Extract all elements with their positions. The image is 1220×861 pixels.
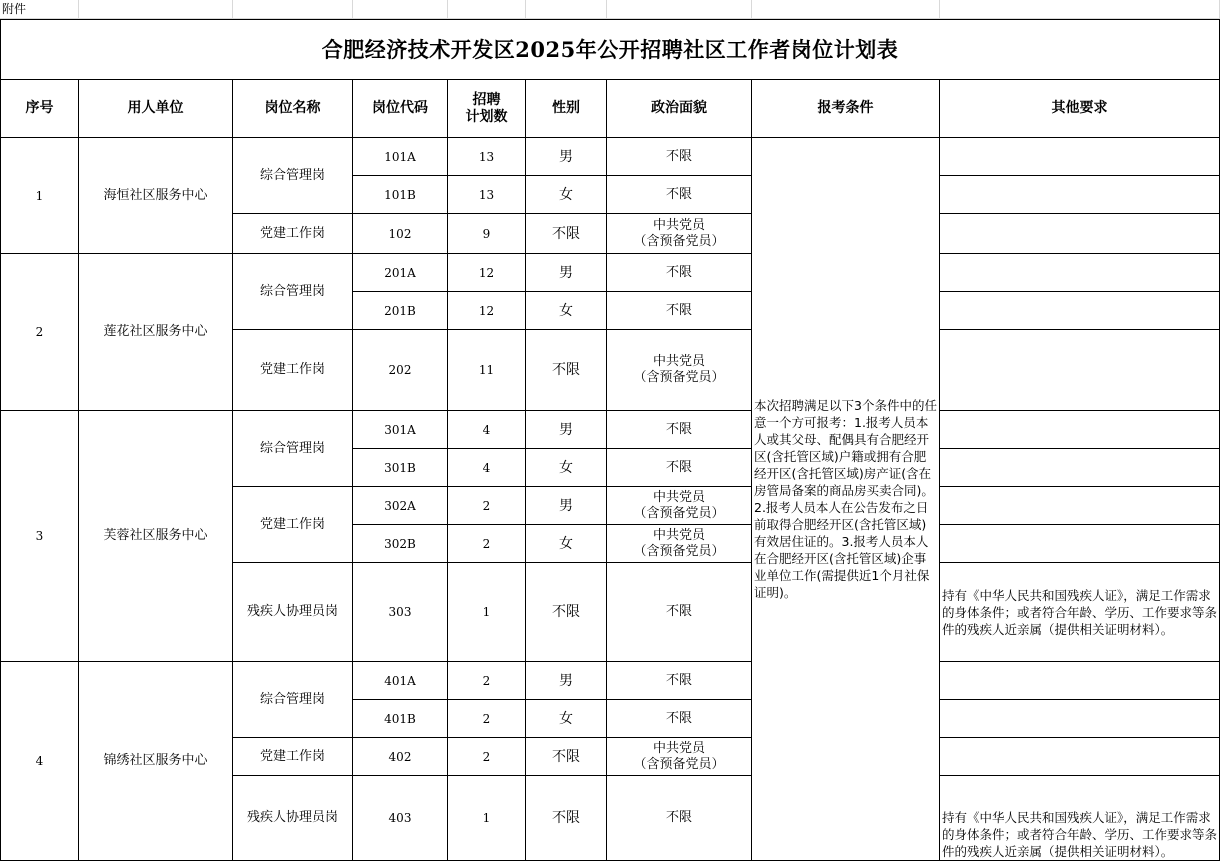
plan-count [447, 213, 526, 254]
plan-count-text: 2 [482, 498, 491, 513]
post-code-text: 401B [384, 711, 416, 726]
post-code-text: 202 [388, 363, 412, 377]
other-requirement-text: 持有《中华人民共和国残疾人证》，满足工作需求的身体条件；或者符合年龄、学历、工作要求等条件的残疾人近亲属（提供相关证明材料）。 [942, 810, 1218, 859]
post-code-text: 303 [388, 605, 412, 619]
politics-text: 中共党员 （含预备党员） [633, 354, 725, 385]
gender-text: 男 [559, 148, 573, 165]
post-name [232, 562, 353, 662]
plan-count [447, 699, 526, 738]
header-plan-text: 招聘 计划数 [465, 91, 508, 125]
politics [606, 737, 752, 776]
unit-name-text: 芙蓉社区服务中心 [103, 528, 208, 543]
politics [606, 524, 752, 563]
politics-text: 中共党员 （含预备党员） [633, 527, 725, 559]
post-code [352, 775, 448, 861]
other-requirement-empty [939, 699, 1220, 738]
gender-text: 女 [559, 459, 573, 476]
empty-grid-cell [352, 0, 448, 19]
politics [606, 329, 752, 411]
post-code [352, 524, 448, 563]
post-name [232, 737, 353, 776]
politics-text: 不限 [665, 604, 692, 619]
plan-count [447, 737, 526, 776]
gender [525, 213, 607, 254]
plan-count [447, 175, 526, 214]
gender-text: 男 [559, 672, 573, 689]
post-code [352, 329, 448, 411]
politics-text: 中共党员 （含预备党员） [633, 489, 725, 521]
header-post-name [232, 79, 353, 138]
other-requirement-empty [939, 524, 1220, 563]
header-post-code [352, 79, 448, 138]
politics [606, 486, 752, 525]
header-gender-text: 性别 [552, 100, 580, 116]
gender [525, 775, 607, 861]
post-code-text: 201B [384, 303, 416, 318]
other-requirement-empty [939, 329, 1220, 411]
post-code-text: 302B [384, 536, 416, 551]
empty-grid-cell [447, 0, 526, 19]
plan-count-text: 12 [478, 303, 495, 318]
plan-count-text: 1 [482, 605, 491, 619]
post-code-text: 101A [384, 149, 416, 164]
post-code [352, 410, 448, 449]
unit-name [78, 661, 233, 861]
plan-count-text: 2 [482, 536, 491, 551]
empty-grid-cell [78, 0, 233, 19]
post-code-text: 301B [384, 460, 416, 475]
unit-name [78, 410, 233, 662]
plan-count [447, 291, 526, 330]
other-requirement-empty [939, 253, 1220, 292]
unit-name-text: 海恒社区服务中心 [103, 187, 208, 203]
plan-count [447, 524, 526, 563]
header-conditions-text: 报考条件 [817, 100, 874, 116]
gender [525, 737, 607, 776]
politics-text: 不限 [665, 264, 692, 280]
plan-count-text: 11 [478, 363, 495, 377]
header-post-code-text: 岗位代码 [372, 100, 428, 116]
gender [525, 329, 607, 411]
seq-cell-text: 1 [35, 188, 44, 203]
header-post-name-text: 岗位名称 [264, 100, 321, 116]
post-name [232, 329, 353, 411]
plan-count-text: 2 [482, 749, 491, 764]
gender-text: 男 [559, 264, 573, 281]
seq-cell-text: 4 [35, 754, 44, 768]
header-plan [447, 79, 526, 138]
post-name-text: 党建工作岗 [259, 748, 325, 764]
seq-cell-text: 3 [35, 529, 44, 543]
post-code-text: 401A [384, 673, 416, 688]
gender-text: 女 [559, 535, 573, 552]
post-name [232, 410, 353, 487]
post-name-text: 残疾人协理员岗 [246, 604, 338, 619]
other-requirement-text: 持有《中华人民共和国残疾人证》，满足工作需求的身体条件；或者符合年龄、学历、工作要求等条件的残疾人近亲属（提供相关证明材料）。 [942, 587, 1218, 637]
post-code [352, 737, 448, 776]
plan-count [447, 329, 526, 411]
politics [606, 410, 752, 449]
header-conditions [751, 79, 940, 138]
unit-name [78, 137, 233, 254]
page-title-text: 合肥经济技术开发区2025年公开招聘社区工作者岗位计划表 [321, 36, 899, 62]
plan-count-text: 12 [478, 265, 495, 280]
plan-count-text: 9 [482, 226, 491, 241]
politics-text: 不限 [665, 672, 692, 688]
gender-text: 女 [559, 302, 573, 319]
post-code-text: 402 [388, 749, 412, 764]
header-unit [78, 79, 233, 138]
politics [606, 775, 752, 861]
other-requirement-empty [939, 448, 1220, 487]
post-code [352, 699, 448, 738]
header-politics-text: 政治面貌 [651, 100, 707, 116]
post-name-text: 残疾人协理员岗 [246, 810, 338, 825]
politics-text: 不限 [665, 186, 692, 202]
other-requirement-empty [939, 661, 1220, 700]
header-other-text: 其他要求 [1051, 100, 1108, 116]
post-name-text: 党建工作岗 [259, 362, 325, 377]
seq-cell [0, 661, 79, 861]
politics-text: 不限 [665, 421, 692, 437]
post-code [352, 448, 448, 487]
header-seq-text: 序号 [25, 100, 54, 116]
other-requirement-empty [939, 137, 1220, 176]
other-requirement-empty [939, 486, 1220, 525]
post-code [352, 213, 448, 254]
plan-count [447, 253, 526, 292]
plan-count [447, 410, 526, 449]
gender-text: 男 [559, 421, 573, 438]
unit-name [78, 253, 233, 411]
post-name [232, 486, 353, 563]
other-requirement [939, 775, 1220, 861]
post-name-text: 综合管理岗 [259, 440, 325, 456]
other-requirement-empty [939, 175, 1220, 214]
politics-text: 不限 [665, 810, 692, 825]
politics-text: 不限 [665, 710, 692, 726]
gender-text: 女 [559, 186, 573, 203]
gender-text: 女 [559, 710, 573, 727]
gender [525, 699, 607, 738]
post-name [232, 213, 353, 254]
post-code-text: 301A [384, 422, 416, 437]
post-name-text: 综合管理岗 [259, 283, 325, 299]
post-name [232, 661, 353, 738]
seq-cell-text: 2 [35, 325, 44, 339]
seq-cell [0, 137, 79, 254]
gender-text: 不限 [552, 225, 580, 242]
gender [525, 291, 607, 330]
seq-cell [0, 410, 79, 662]
other-requirement-empty [939, 291, 1220, 330]
gender [525, 524, 607, 563]
post-name-text: 党建工作岗 [259, 225, 325, 241]
plan-count-text: 4 [482, 422, 491, 437]
page-title [0, 19, 1220, 80]
gender-text: 男 [559, 497, 573, 514]
post-code [352, 486, 448, 525]
post-code [352, 562, 448, 662]
attachment-label [0, 0, 79, 19]
politics [606, 562, 752, 662]
post-code-text: 201A [384, 265, 416, 280]
plan-count [447, 486, 526, 525]
gender-text: 不限 [552, 748, 580, 765]
header-politics [606, 79, 752, 138]
politics [606, 291, 752, 330]
plan-count-text: 1 [482, 811, 491, 825]
gender [525, 661, 607, 700]
post-code [352, 253, 448, 292]
plan-count-text: 13 [478, 187, 495, 202]
header-seq [0, 79, 79, 138]
post-code-text: 101B [384, 187, 416, 202]
gender [525, 137, 607, 176]
attachment-label-text: 附件 [2, 2, 27, 16]
other-requirement [939, 562, 1220, 662]
politics-text: 中共党员 （含预备党员） [633, 217, 725, 249]
politics [606, 253, 752, 292]
gender [525, 486, 607, 525]
empty-grid-cell [232, 0, 353, 19]
other-requirement-empty [939, 410, 1220, 449]
plan-count-text: 2 [482, 673, 491, 688]
politics-text: 不限 [665, 148, 692, 164]
post-code [352, 661, 448, 700]
gender-text: 不限 [552, 362, 580, 378]
unit-name-text: 锦绣社区服务中心 [103, 753, 208, 768]
post-code [352, 175, 448, 214]
seq-cell [0, 253, 79, 411]
post-name [232, 253, 353, 330]
plan-count-text: 4 [482, 460, 491, 475]
politics-text: 不限 [665, 302, 692, 318]
conditions-text-text: 本次招聘满足以下3个条件中的任意一个方可报考：1.报考人员本人或其父母、配偶具有合肥经开区(含托管区域)户籍或拥有合肥经开区(含托管区域)房产证(含在房管局备案的商品房买卖合同)。2.报考人员本人在公告发布之日前取得合肥经开区(含托管区域)有效居住证的。3.报考人员本人在合肥经开区(含托管区域)企事业单位工作(需提供近1个月社保证明)。 [754, 398, 937, 600]
post-name-text: 综合管理岗 [259, 691, 325, 707]
plan-count [447, 137, 526, 176]
gender [525, 562, 607, 662]
empty-grid-cell [939, 0, 1220, 19]
header-gender [525, 79, 607, 138]
other-requirement-empty [939, 213, 1220, 254]
conditions-text [751, 137, 940, 861]
unit-name-text: 莲花社区服务中心 [103, 324, 208, 339]
post-code-text: 102 [388, 226, 412, 241]
plan-count-text: 13 [478, 149, 495, 164]
gender [525, 448, 607, 487]
gender-text: 不限 [552, 604, 580, 620]
post-code-text: 403 [388, 811, 412, 825]
politics [606, 175, 752, 214]
politics-text: 不限 [665, 459, 692, 475]
gender [525, 410, 607, 449]
politics [606, 661, 752, 700]
empty-grid-cell [606, 0, 752, 19]
post-name-text: 综合管理岗 [259, 167, 325, 183]
post-code-text: 302A [384, 498, 416, 513]
plan-count [447, 775, 526, 861]
politics [606, 137, 752, 176]
politics [606, 448, 752, 487]
post-code [352, 137, 448, 176]
gender-text: 不限 [552, 810, 580, 826]
politics [606, 213, 752, 254]
politics [606, 699, 752, 738]
plan-count [447, 448, 526, 487]
gender [525, 175, 607, 214]
plan-count [447, 562, 526, 662]
empty-grid-cell [751, 0, 940, 19]
plan-count-text: 2 [482, 711, 491, 726]
plan-count [447, 661, 526, 700]
post-name [232, 137, 353, 214]
post-name [232, 775, 353, 861]
post-code [352, 291, 448, 330]
header-unit-text: 用人单位 [127, 100, 184, 116]
other-requirement-empty [939, 737, 1220, 776]
empty-grid-cell [525, 0, 607, 19]
post-name-text: 党建工作岗 [259, 516, 325, 532]
politics-text: 中共党员 （含预备党员） [633, 740, 725, 772]
gender [525, 253, 607, 292]
header-other [939, 79, 1220, 138]
